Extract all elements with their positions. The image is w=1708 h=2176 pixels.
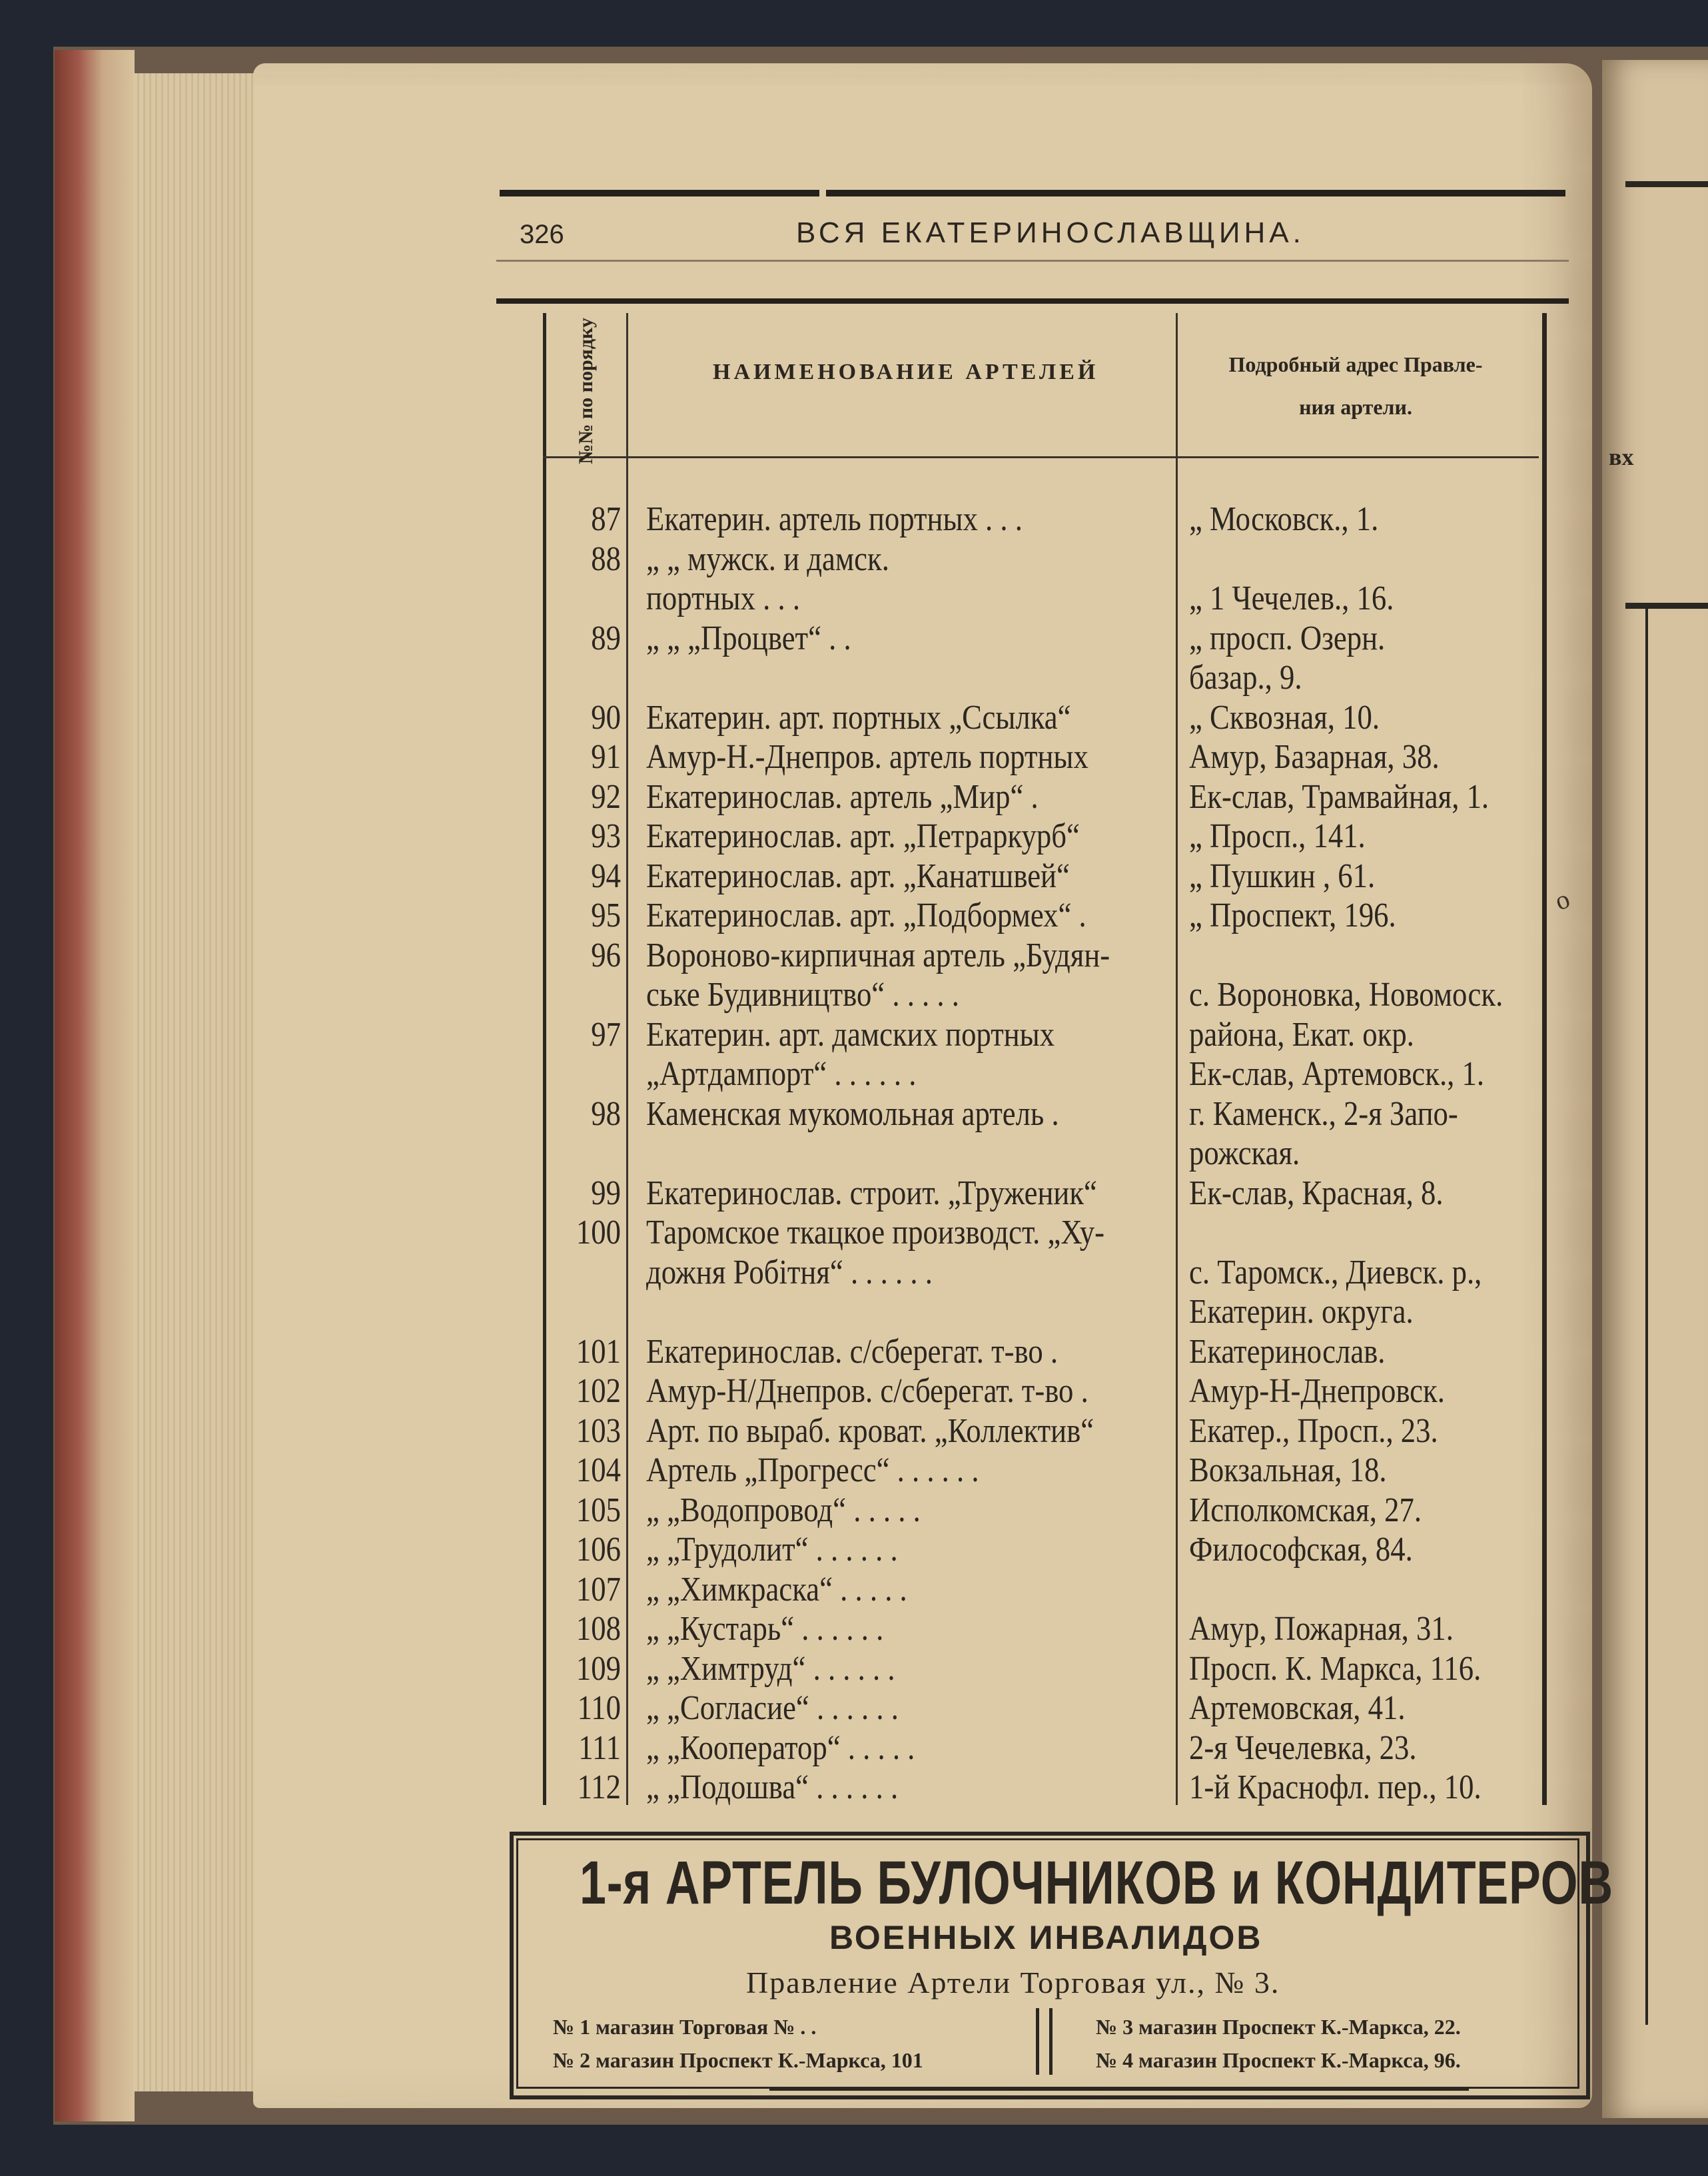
row-number: 91: [591, 738, 621, 776]
row-address: с. Вороновка, Новомоск.: [1189, 976, 1503, 1014]
column-header-number: №№ по порядку: [575, 318, 597, 464]
row-number: 105: [576, 1491, 621, 1529]
ad-shop-3: № 3 магазин Проспект К.-Маркса, 22.: [1096, 2015, 1461, 2039]
row-artel-name: Арт. по выраб. кроват. „Коллектив“: [646, 1411, 1094, 1450]
ad-shop-2: № 2 магазин Проспект К.-Маркса, 101: [553, 2048, 923, 2072]
table-header-rule: [543, 456, 1539, 458]
row-artel-name: „Артдампорт“ . . . . . .: [646, 1055, 917, 1093]
row-address: Артемовская, 41.: [1189, 1689, 1406, 1727]
right-page-word: вх: [1609, 444, 1634, 470]
ad-board-address: Правление Артели Торговая ул., № 3.: [746, 1966, 1280, 1999]
row-address: Ек-слав, Трамвайная, 1.: [1189, 777, 1490, 816]
page-bottom-rule: [769, 2087, 1469, 2091]
row-address: 1-й Краснофл. пер., 10.: [1189, 1768, 1482, 1806]
row-artel-name: Артель „Прогресс“ . . . . . .: [646, 1451, 979, 1489]
row-address: базар., 9.: [1189, 659, 1302, 697]
row-address: 2-я Чечелевка, 23.: [1189, 1728, 1417, 1767]
row-number: 87: [591, 500, 621, 538]
row-artel-name: „ „Химкраска“ . . . . .: [646, 1570, 907, 1609]
row-artel-name: Екатеринослав. строит. „Труженик“: [646, 1174, 1097, 1212]
header-rule-left: [500, 190, 819, 196]
row-artel-name: портных . . .: [646, 579, 801, 617]
ad-shop-1: № 1 магазин Торговая № . .: [553, 2015, 817, 2039]
row-number: 89: [591, 619, 621, 657]
row-number: 99: [591, 1174, 621, 1212]
right-page: [1602, 60, 1708, 2118]
row-artel-name: Екатерин. артель портных . . .: [646, 500, 1023, 538]
row-artel-name: Амур-Н/Днепров. с/сберегат. т-во .: [646, 1372, 1088, 1410]
row-number: 108: [576, 1610, 621, 1648]
row-artel-name: Екатерин. арт. дамских портных: [646, 1015, 1055, 1054]
row-number: 95: [591, 897, 621, 934]
header-rule-right: [826, 190, 1565, 196]
row-number: 104: [576, 1451, 621, 1489]
ad-shop-4: № 4 магазин Проспект К.-Маркса, 96.: [1096, 2048, 1461, 2072]
row-artel-name: ське Будивництво“ . . . . .: [646, 976, 959, 1014]
row-number: 92: [591, 777, 621, 816]
row-address: „ Московск., 1.: [1189, 500, 1379, 538]
row-artel-name: „ „ мужск. и дамск.: [646, 540, 889, 578]
row-number: 101: [576, 1332, 621, 1371]
row-address: района, Екат. окр.: [1189, 1015, 1414, 1054]
row-address: „ Пушкин , 61.: [1189, 857, 1376, 895]
row-address: „ Просп., 141.: [1189, 817, 1366, 855]
ad-title: 1-я АРТЕЛЬ БУЛОЧНИКОВ и КОНДИТЕРОВ: [580, 1849, 1613, 1917]
row-address: Философская, 84.: [1189, 1531, 1413, 1569]
row-address: Екатерин. округа.: [1189, 1293, 1414, 1331]
right-page-header-rule: [1625, 181, 1708, 187]
right-page-column-rule: [1645, 606, 1648, 2025]
column-header-address: Подробный адрес Правле- ния артели.: [1228, 352, 1483, 419]
table-top-rule: [496, 298, 1569, 304]
row-number: 90: [591, 698, 621, 737]
row-number: 98: [591, 1094, 621, 1133]
row-number: 111: [578, 1728, 621, 1767]
row-address: „ Проспект, 196.: [1189, 897, 1396, 934]
ad-subtitle: ВОЕННЫХ ИНВАЛИДОВ: [829, 1919, 1263, 1956]
page-number: 326: [520, 220, 564, 249]
handwritten-mark: ᴑ: [1549, 889, 1583, 914]
row-number: 97: [591, 1015, 621, 1054]
row-address: рожская.: [1189, 1134, 1300, 1172]
row-artel-name: Каменская мукомольная артель .: [646, 1094, 1059, 1133]
row-number: 100: [576, 1214, 621, 1252]
row-address: „ просп. Озерн.: [1189, 619, 1386, 657]
row-address: Ек-слав, Артемовск., 1.: [1189, 1055, 1485, 1093]
row-address: Вокзальная, 18.: [1189, 1451, 1387, 1489]
ad-divider-left: [1036, 2008, 1039, 2075]
row-address: Екатеринослав.: [1189, 1332, 1386, 1371]
header-underline: [496, 260, 1569, 262]
row-artel-name: Таромское ткацкое производст. „Ху-: [646, 1214, 1104, 1252]
row-artel-name: дожня Робітня“ . . . . . .: [646, 1253, 933, 1291]
row-artel-name: „ „Трудолит“ . . . . . .: [646, 1531, 898, 1569]
running-title: ВСЯ ЕКАТЕРИНОСЛАВЩИНА.: [796, 216, 1305, 249]
row-artel-name: „ „ „Процвет“ . .: [646, 619, 851, 657]
row-artel-name: „ „Кустарь“ . . . . . .: [646, 1610, 884, 1648]
row-number: 110: [577, 1689, 621, 1727]
row-address: Исполкомская, 27.: [1189, 1491, 1422, 1529]
row-artel-name: „ „Химтруд“ . . . . . .: [646, 1649, 895, 1688]
row-address: г. Каменск., 2-я Запо-: [1189, 1094, 1458, 1133]
row-artel-name: Амур-Н.-Днепров. артель портных: [646, 738, 1088, 776]
row-number: 93: [591, 817, 621, 855]
row-address: Амур-Н-Днепровск.: [1189, 1372, 1445, 1410]
row-number: 109: [576, 1649, 621, 1688]
page-stack: [133, 73, 273, 2091]
row-artel-name: Екатеринослав. арт. „Канатшвей“: [646, 857, 1070, 895]
column-divider-num: [626, 313, 628, 1805]
row-artel-name: „ „Подошва“ . . . . . .: [646, 1768, 899, 1806]
row-address: „ 1 Чечелев., 16.: [1189, 579, 1394, 617]
row-address: Амур, Базарная, 38.: [1189, 738, 1440, 776]
row-address: Просп. К. Маркса, 116.: [1189, 1649, 1482, 1688]
row-number: 106: [576, 1531, 621, 1569]
row-artel-name: Екатеринослав. арт. „Подбормех“ .: [646, 897, 1086, 934]
row-address: Амур, Пожарная, 31.: [1189, 1610, 1454, 1648]
row-address: Екатер., Просп., 23.: [1189, 1411, 1438, 1450]
row-number: 96: [591, 936, 621, 974]
row-number: 112: [577, 1768, 621, 1806]
row-artel-name: Екатеринослав. арт. „Петраркурб“: [646, 817, 1080, 855]
row-number: 94: [591, 857, 621, 895]
row-address: с. Таромск., Диевск. р.,: [1189, 1253, 1482, 1291]
row-number: 102: [576, 1372, 621, 1410]
row-artel-name: Екатерин. арт. портных „Ссылка“: [646, 698, 1071, 737]
row-artel-name: Екатеринослав. артель „Мир“ .: [646, 777, 1039, 816]
row-number: 103: [576, 1411, 621, 1450]
column-divider-addr: [1176, 313, 1178, 1805]
row-artel-name: „ „Водопровод“ . . . . .: [646, 1491, 921, 1529]
ad-divider-right: [1049, 2008, 1053, 2075]
book-cover-edge: [55, 50, 135, 2121]
row-number: 107: [576, 1570, 621, 1609]
row-artel-name: „ „Кооператор“ . . . . .: [646, 1728, 915, 1767]
row-artel-name: Екатеринослав. с/сберегат. т-во .: [646, 1332, 1059, 1371]
row-artel-name: Вороново-кирпичная артель „Будян-: [646, 936, 1110, 974]
column-header-name: НАИМЕНОВАНИЕ АРТЕЛЕЙ: [713, 360, 1099, 384]
row-artel-name: „ „Согласие“ . . . . . .: [646, 1689, 899, 1727]
right-page-table-rule: [1625, 603, 1708, 609]
row-address: Ек-слав, Красная, 8.: [1189, 1174, 1444, 1212]
row-number: 88: [591, 540, 621, 578]
row-address: „ Сквозная, 10.: [1189, 698, 1380, 737]
